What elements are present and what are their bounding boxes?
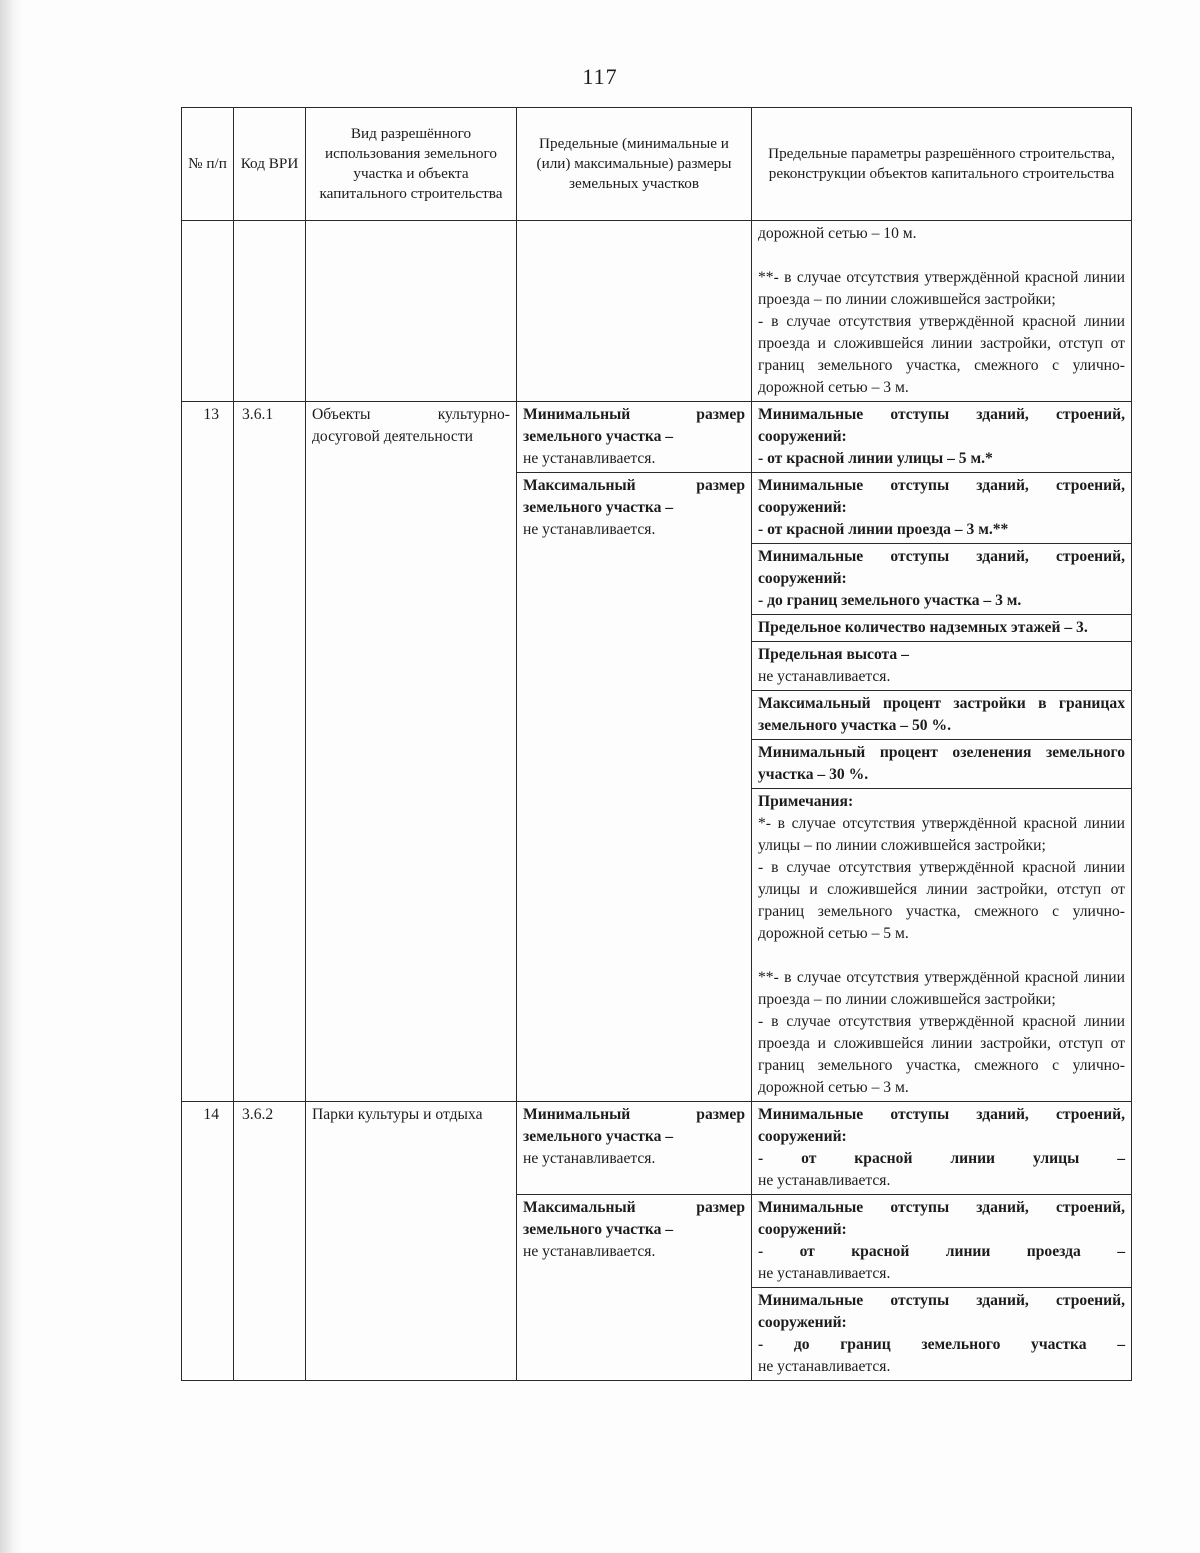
param-floors: Предельное количество надземных этажей – 3. bbox=[752, 615, 1132, 642]
page-number: 117 bbox=[582, 64, 618, 89]
param-green-percent: Минимальный процент озеленения земельного участка – 30 %. bbox=[752, 740, 1132, 789]
table-row-14 bbox=[182, 1102, 1132, 1195]
notes-cell: Примечания: *- в случае отсутствия утверждённой красной линии улицы – по линии сложившейся застройки; - в случае отсутствия утверждённой красной линии улицы и сложившейся линии застройки, отступ от границ земельного участка, смежного с улично-дорожной сетью – 5 м. **- в случае отсутствия утверждённой красной линии проезда – по линии сложившейся застройки; - в случае отсутствия утверждённой красной линии проезда и сложившейся линии застройки, отступ от границ земельного участка, смежного с улично-дорожной сетью – 3 м. bbox=[752, 789, 1132, 1102]
param-setback-boundary: Минимальные отступы зданий, строений, сооружений: - до границ земельного участка – 3 м. bbox=[752, 544, 1132, 615]
continuation-line: дорожной сетью – 10 м. bbox=[758, 225, 917, 242]
table-row-13 bbox=[182, 402, 1132, 473]
param-setback-street: Минимальные отступы зданий, строений, сооружений: - от красной линии улицы – не устанавливается. bbox=[752, 1102, 1132, 1195]
header-num: № п/п bbox=[182, 108, 234, 221]
continuation-line: - в случае отсутствия утверждённой красной линии проезда и сложившейся линии застройки, отступ от границ земельного участка, смежного с улично-дорожной сетью – 3 м. bbox=[758, 313, 1125, 396]
max-size-cell: Максимальный размер земельного участка – не устанавливается. bbox=[517, 1195, 752, 1381]
row-code: 3.6.2 bbox=[234, 1102, 306, 1381]
continuation-row bbox=[182, 221, 1132, 402]
row-number: 13 bbox=[182, 402, 234, 1102]
continuation-notes bbox=[752, 221, 1132, 402]
continuation-line: **- в случае отсутствия утверждённой красной линии проезда – по линии сложившейся застройки; bbox=[758, 269, 1125, 308]
header-type: Вид разрешённого использования земельного участка и объекта капитального строительства bbox=[306, 108, 517, 221]
min-size-cell: Минимальный размер земельного участка – не устанавливается. bbox=[517, 1102, 752, 1195]
param-setback-driveway: Минимальные отступы зданий, строений, сооружений: - от красной линии проезда – не устанавливается. bbox=[752, 1195, 1132, 1288]
param-setback-driveway: Минимальные отступы зданий, строений, сооружений: - от красной линии проезда – 3 м.** bbox=[752, 473, 1132, 544]
max-size-cell: Максимальный размер земельного участка – не устанавливается. bbox=[517, 473, 752, 1102]
header-size: Предельные (минимальные и (или) максимальные) размеры земельных участков bbox=[517, 108, 752, 221]
param-setback-boundary: Минимальные отступы зданий, строений, сооружений: - до границ земельного участка – не устанавливается. bbox=[752, 1288, 1132, 1381]
row-code: 3.6.1 bbox=[234, 402, 306, 1102]
scan-edge-shadow bbox=[0, 0, 22, 1553]
header-row bbox=[182, 108, 1132, 221]
regulations-table bbox=[181, 107, 1132, 1381]
param-height: Предельная высота – не устанавливается. bbox=[752, 642, 1132, 691]
row-type-name: Парки культуры и отдыха bbox=[306, 1102, 517, 1381]
row-type-name: Объекты культурно-досуговой деятельности bbox=[306, 402, 517, 1102]
header-params: Предельные параметры разрешённого строительства, реконструкции объектов капитального строительства bbox=[752, 108, 1132, 221]
header-code: Код ВРИ bbox=[234, 108, 306, 221]
row-number: 14 bbox=[182, 1102, 234, 1381]
param-build-percent: Максимальный процент застройки в границах земельного участка – 50 %. bbox=[752, 691, 1132, 740]
param-setback-street: Минимальные отступы зданий, строений, сооружений: - от красной линии улицы – 5 м.* bbox=[752, 402, 1132, 473]
min-size-cell: Минимальный размер земельного участка – не устанавливается. bbox=[517, 402, 752, 473]
